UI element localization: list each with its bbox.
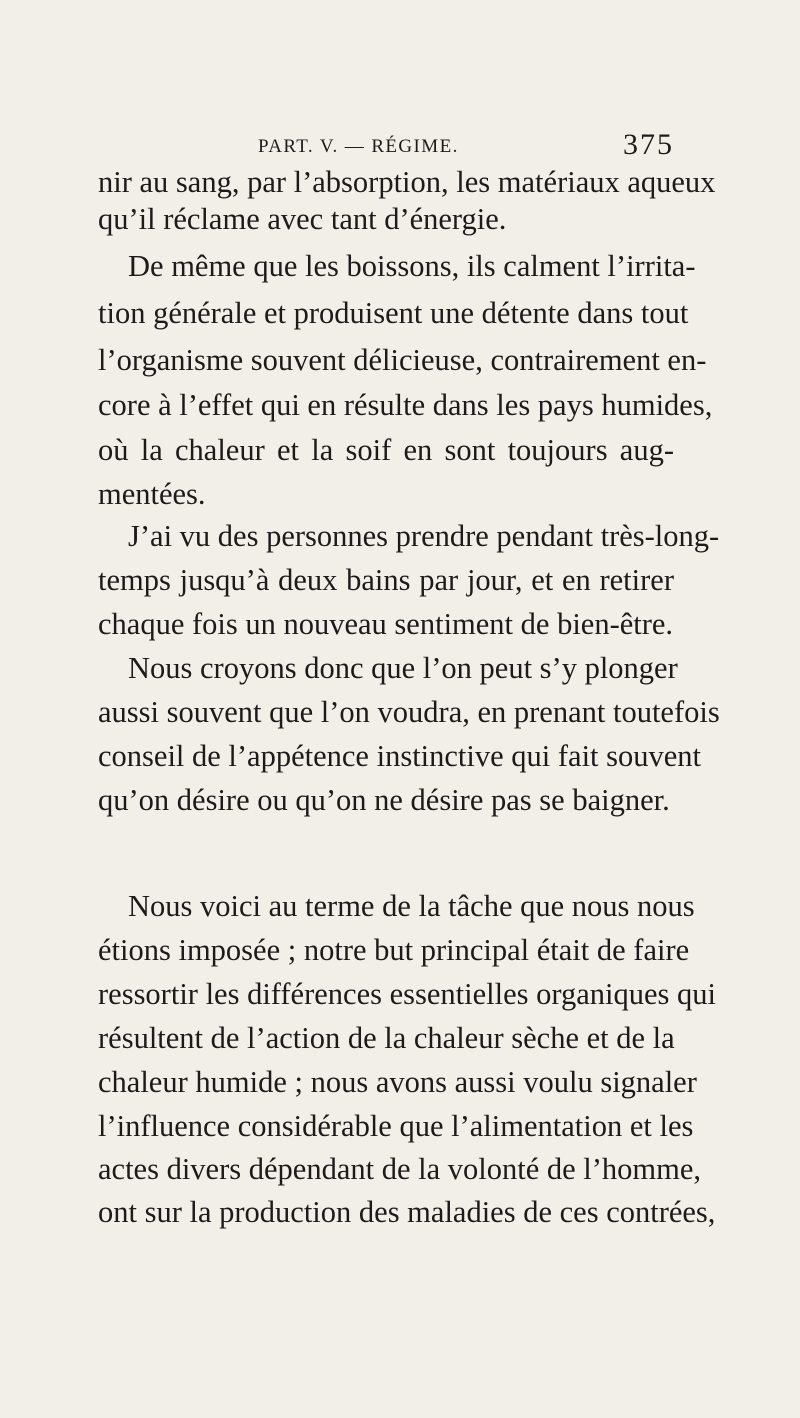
text-line: temps jusqu’à deux bains par jour, et en retirer: [98, 563, 674, 597]
text-line: qu’il réclame avec tant d’énergie.: [98, 202, 507, 236]
text-line: De même que les boissons, ils calment l’irrita-: [128, 249, 696, 283]
text-line: où la chaleur et la soif en sont toujours aug-: [98, 433, 674, 467]
page-number: 375: [623, 128, 674, 161]
text-line: qu’on désire ou qu’on ne désire pas se baigner.: [98, 783, 670, 817]
text-line: l’organisme souvent délicieuse, contrairement en-: [98, 343, 707, 377]
text-line: core à l’effet qui en résulte dans les pays humides,: [98, 388, 713, 422]
text-line: actes divers dépendant de la volonté de l’homme,: [98, 1152, 702, 1186]
text-line: conseil de l’appétence instinctive qui fait souvent: [98, 739, 702, 773]
text-line: tion générale et produisent une détente dans tout: [98, 296, 689, 330]
text-line: mentées.: [98, 477, 206, 511]
text-line: ont sur la production des maladies de ces contrées,: [98, 1195, 716, 1229]
text-line: aussi souvent que l’on voudra, en prenant toutefois: [98, 695, 720, 729]
text-line: Nous voici au terme de la tâche que nous nous: [128, 889, 695, 923]
text-line: chaleur humide ; nous avons aussi voulu signaler: [98, 1065, 697, 1099]
text-line: Nous croyons donc que l’on peut s’y plonger: [128, 651, 678, 685]
text-line: J’ai vu des personnes prendre pendant très-long-: [128, 519, 720, 553]
text-line: étions imposée ; notre but principal était de faire: [98, 933, 690, 967]
text-line: l’influence considérable que l’alimentation et les: [98, 1109, 694, 1143]
text-line: nir au sang, par l’absorption, les matériaux aqueux: [98, 165, 716, 199]
page-header: [190, 128, 674, 164]
text-line: chaque fois un nouveau sentiment de bien-être.: [98, 607, 674, 641]
text-line: résultent de l’action de la chaleur sèche et de la: [98, 1021, 675, 1055]
text-line: ressortir les différences essentielles organiques qui: [98, 977, 717, 1011]
running-head: PART. V. — RÉGIME.: [258, 136, 459, 157]
